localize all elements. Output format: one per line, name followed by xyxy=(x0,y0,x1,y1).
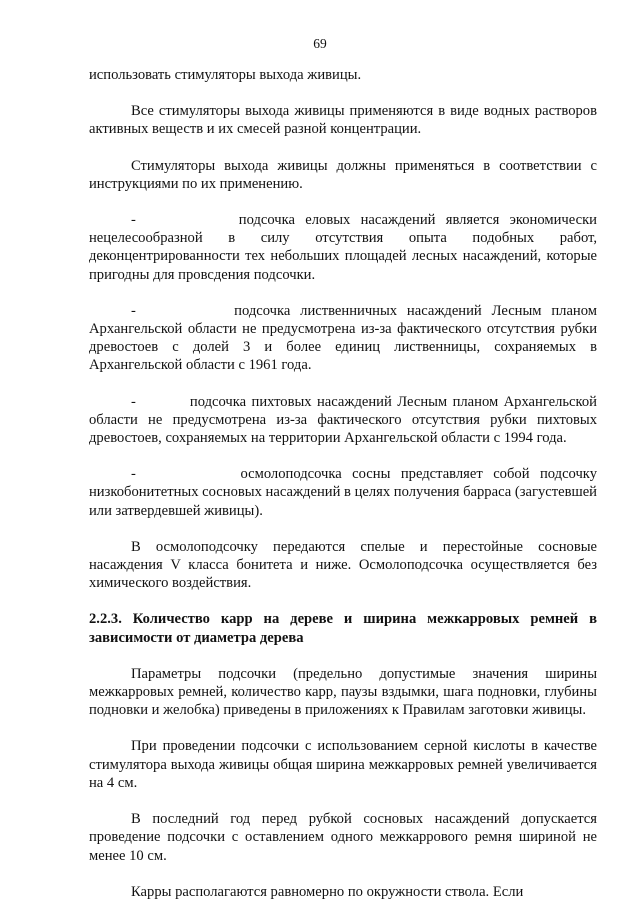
paragraph-stimulators-solutions: Все стимуляторы выхода живицы применяются в виде водных растворов активных веществ и их смесей разной концентрации. xyxy=(89,103,597,138)
document-body xyxy=(89,66,597,919)
list-item-resin-tapping: - осмолоподсочка сосны представляет собой подсочку низкобонитетных сосновых насаждений в целях получения барраса (загустевшей или затвердевшей живицы). xyxy=(89,466,597,519)
paragraph-last-year: В последний год перед рубкой сосновых насаждений допускается проведение подсочки с оставлением одного межкаррового ремня шириной не менее 10 см. xyxy=(89,811,597,864)
paragraph-sulfuric-acid: При проведении подсочки с использованием серной кислоты в качестве стимулятора выхода живицы общая ширина межкарровых ремней увеличивается на 4 см. xyxy=(89,738,597,791)
paragraph-carres-placement: Карры располагаются равномерно по окружности ствола. Если xyxy=(131,883,524,900)
paragraph-stimulators-instructions: Стимуляторы выхода живицы должны применяться в соответствии с инструкциями по их применению. xyxy=(89,157,597,192)
section-heading: 2.2.3. Количество карр на дереве и ширина межкарровых ремней в зависимости от диаметра дерева xyxy=(89,611,597,646)
list-item-larch-tapping: - подсочка лиственничных насаждений Лесным планом Архангельской области не предусмотрена из-за фактического отсутствия рубки древостоев с долей 3 и более единиц лиственницы, сохраняемых в Архангельской области с 1961 года. xyxy=(89,302,597,374)
list-item-spruce-tapping: - подсочка еловых насаждений является экономически нецелесообразной в силу отсутствия опыта подобных работ, деконцентрированности тех небольших площадей лесных насаждений, которые пригодны для провсдения подсочки. xyxy=(89,212,597,283)
paragraph-tapping-parameters: Параметры подсочки (предельно допустимые значения ширины межкарровых ремней, количество карр, паузы вздымки, шага подновки, глубины подновки и желобка) приведены в приложениях к Правилам заготовки живицы. xyxy=(89,665,597,719)
paragraph-resin-tapping-stands: В осмолоподсочку передаются спелые и перестойные сосновые насаждения V класса бонитета и ниже. Осмолоподсочка осуществляется без химического воздействия. xyxy=(89,538,597,592)
paragraph-continuation: использовать стимуляторы выхода живицы. xyxy=(89,67,362,83)
list-item-fir-tapping: - подсочка пихтовых насаждений Лесным планом Архангельской области не предусмотрена из-за фактического отсутствия рубки пихтовых древостоев, сохраняемых на территории Архангельской области с 1994 года. xyxy=(89,393,597,447)
page-number: 69 xyxy=(313,36,327,51)
